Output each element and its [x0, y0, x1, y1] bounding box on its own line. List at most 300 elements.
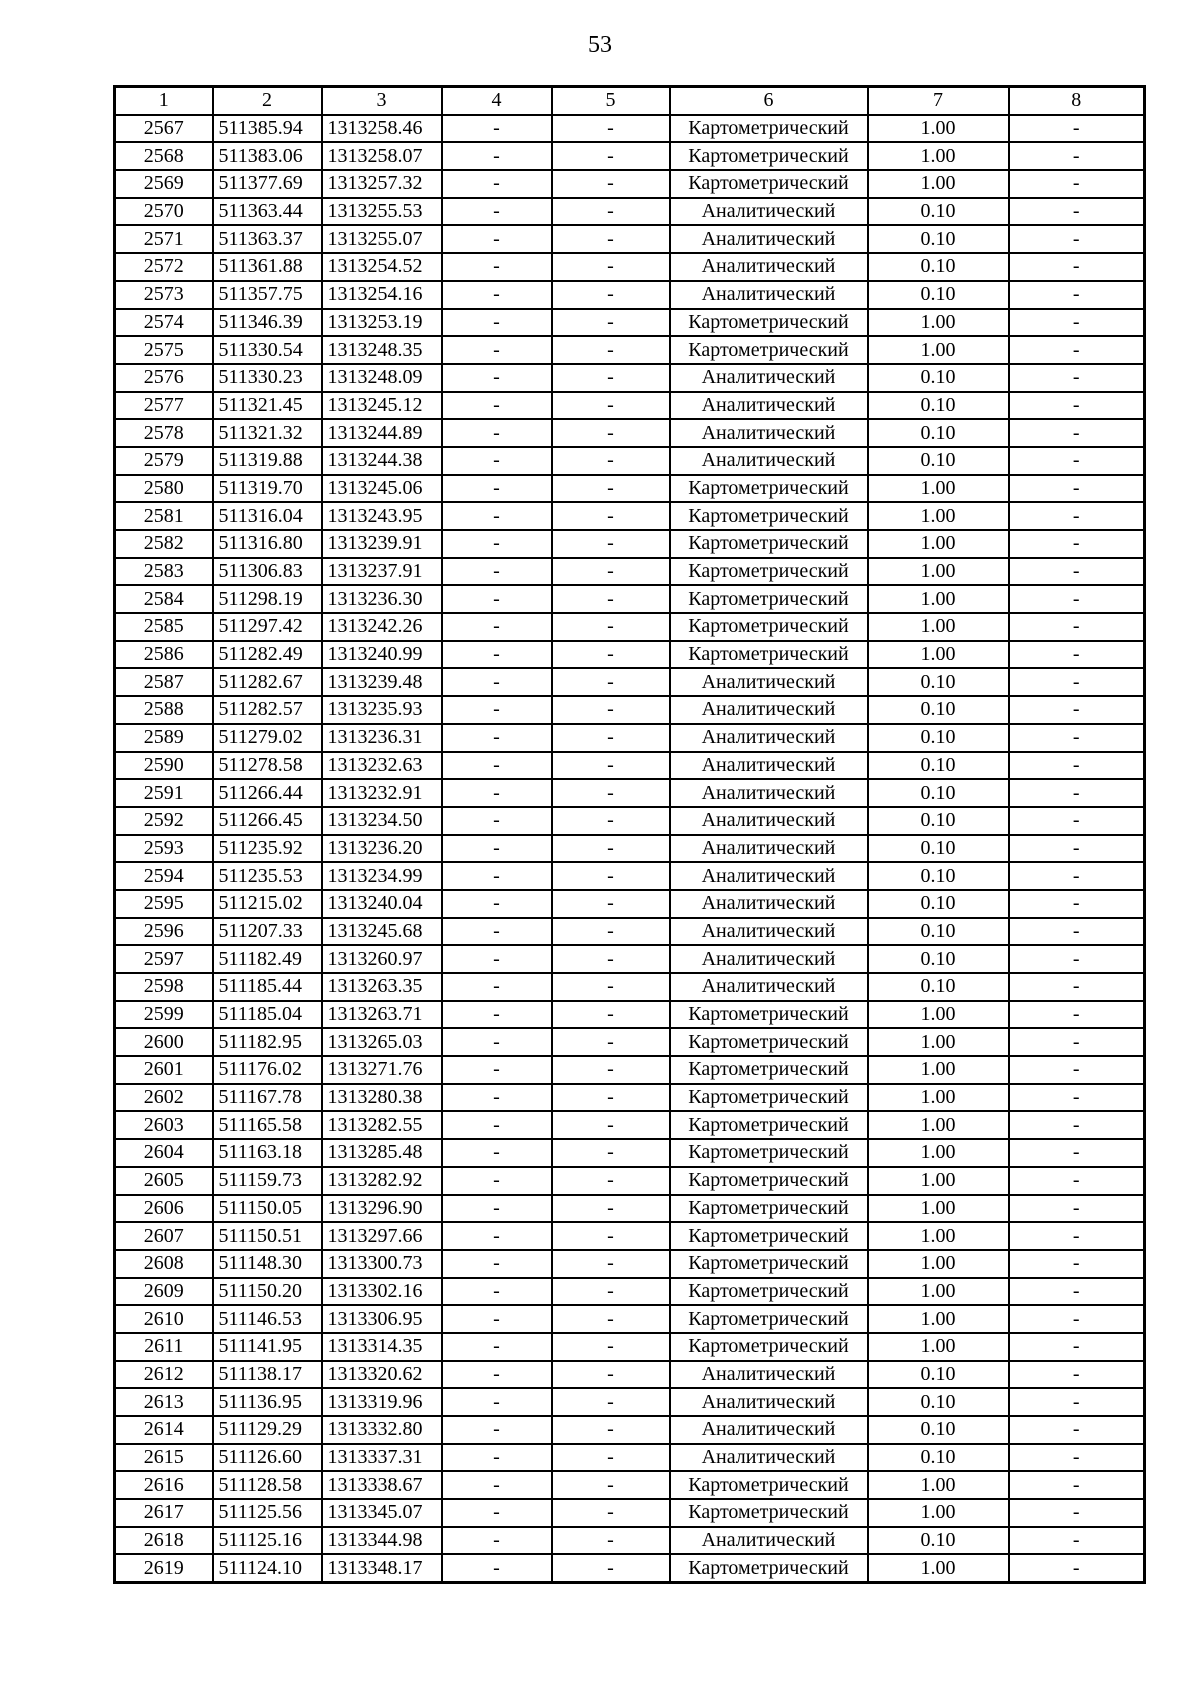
x-coordinate-cell: 511297.42 — [213, 613, 322, 641]
point-number-cell: 2577 — [115, 392, 213, 420]
column-5-cell: - — [552, 835, 670, 863]
x-coordinate-cell: 511330.54 — [213, 336, 322, 364]
x-coordinate-cell: 511141.95 — [213, 1333, 322, 1361]
point-number-cell: 2615 — [115, 1444, 213, 1472]
x-coordinate-cell: 511363.44 — [213, 198, 322, 226]
table-row — [115, 890, 1145, 918]
method-cell: Картометрический — [670, 1139, 868, 1167]
y-coordinate-cell: 1313263.71 — [322, 1001, 442, 1029]
y-coordinate-cell: 1313297.66 — [322, 1222, 442, 1250]
method-cell: Аналитический — [670, 1416, 868, 1444]
table-row — [115, 392, 1145, 420]
column-4-cell: - — [442, 1250, 552, 1278]
column-4-cell: - — [442, 724, 552, 752]
table-row — [115, 115, 1145, 143]
accuracy-cell: 1.00 — [868, 1001, 1009, 1029]
column-8-cell: - — [1009, 1001, 1145, 1029]
y-coordinate-cell: 1313236.31 — [322, 724, 442, 752]
column-5-cell: - — [552, 502, 670, 530]
y-coordinate-cell: 1313245.12 — [322, 392, 442, 420]
accuracy-cell: 0.10 — [868, 918, 1009, 946]
point-number-cell: 2581 — [115, 502, 213, 530]
column-4-cell: - — [442, 281, 552, 309]
column-5-cell: - — [552, 1527, 670, 1555]
y-coordinate-cell: 1313255.53 — [322, 198, 442, 226]
method-cell: Аналитический — [670, 1388, 868, 1416]
method-cell: Картометрический — [670, 115, 868, 143]
x-coordinate-cell: 511316.80 — [213, 530, 322, 558]
column-4-cell: - — [442, 890, 552, 918]
point-number-cell: 2589 — [115, 724, 213, 752]
method-cell: Картометрический — [670, 309, 868, 337]
column-8-cell: - — [1009, 1388, 1145, 1416]
y-coordinate-cell: 1313296.90 — [322, 1195, 442, 1223]
method-cell: Картометрический — [670, 1028, 868, 1056]
accuracy-cell: 0.10 — [868, 696, 1009, 724]
column-8-cell: - — [1009, 1416, 1145, 1444]
x-coordinate-cell: 511321.32 — [213, 419, 322, 447]
column-8-cell: - — [1009, 225, 1145, 253]
table-row — [115, 309, 1145, 337]
column-4-cell: - — [442, 1333, 552, 1361]
y-coordinate-cell: 1313348.17 — [322, 1554, 442, 1582]
point-number-cell: 2609 — [115, 1278, 213, 1306]
method-cell: Картометрический — [670, 1167, 868, 1195]
table-row — [115, 1111, 1145, 1139]
point-number-cell: 2578 — [115, 419, 213, 447]
accuracy-cell: 1.00 — [868, 530, 1009, 558]
point-number-cell: 2579 — [115, 447, 213, 475]
table-row — [115, 1388, 1145, 1416]
table-row — [115, 696, 1145, 724]
point-number-cell: 2601 — [115, 1056, 213, 1084]
column-8-cell: - — [1009, 1222, 1145, 1250]
table-row — [115, 835, 1145, 863]
accuracy-cell: 0.10 — [868, 253, 1009, 281]
point-number-cell: 2583 — [115, 558, 213, 586]
point-number-cell: 2580 — [115, 475, 213, 503]
method-cell: Аналитический — [670, 281, 868, 309]
column-4-cell: - — [442, 1499, 552, 1527]
method-cell: Картометрический — [670, 558, 868, 586]
table-row — [115, 1333, 1145, 1361]
accuracy-cell: 1.00 — [868, 1222, 1009, 1250]
point-number-cell: 2597 — [115, 945, 213, 973]
column-8-cell: - — [1009, 1028, 1145, 1056]
method-cell: Картометрический — [670, 1111, 868, 1139]
column-8-cell: - — [1009, 752, 1145, 780]
column-4-cell: - — [442, 862, 552, 890]
column-4-cell: - — [442, 696, 552, 724]
column-4-cell: - — [442, 142, 552, 170]
column-5-cell: - — [552, 668, 670, 696]
accuracy-cell: 1.00 — [868, 309, 1009, 337]
column-5-cell: - — [552, 364, 670, 392]
x-coordinate-cell: 511165.58 — [213, 1111, 322, 1139]
column-4-cell: - — [442, 115, 552, 143]
column-5-cell: - — [552, 1305, 670, 1333]
accuracy-cell: 0.10 — [868, 1527, 1009, 1555]
column-8-cell: - — [1009, 1499, 1145, 1527]
table-row — [115, 336, 1145, 364]
y-coordinate-cell: 1313257.32 — [322, 170, 442, 198]
column-8-cell: - — [1009, 198, 1145, 226]
method-cell: Картометрический — [670, 1554, 868, 1582]
method-cell: Аналитический — [670, 835, 868, 863]
column-8-cell: - — [1009, 1527, 1145, 1555]
point-number-cell: 2584 — [115, 585, 213, 613]
column-5-cell: - — [552, 945, 670, 973]
y-coordinate-cell: 1313260.97 — [322, 945, 442, 973]
column-8-cell: - — [1009, 392, 1145, 420]
column-5-cell: - — [552, 807, 670, 835]
column-4-cell: - — [442, 1111, 552, 1139]
x-coordinate-cell: 511163.18 — [213, 1139, 322, 1167]
table-row — [115, 779, 1145, 807]
method-cell: Картометрический — [670, 1084, 868, 1112]
column-8-cell: - — [1009, 502, 1145, 530]
accuracy-cell: 0.10 — [868, 668, 1009, 696]
table-row — [115, 1084, 1145, 1112]
column-8-cell: - — [1009, 641, 1145, 669]
method-cell: Аналитический — [670, 918, 868, 946]
y-coordinate-cell: 1313232.63 — [322, 752, 442, 780]
column-4-cell: - — [442, 170, 552, 198]
accuracy-cell: 0.10 — [868, 1361, 1009, 1389]
column-5-cell: - — [552, 973, 670, 1001]
column-4-cell: - — [442, 1056, 552, 1084]
x-coordinate-cell: 511150.05 — [213, 1195, 322, 1223]
column-8-cell: - — [1009, 1111, 1145, 1139]
table-row — [115, 752, 1145, 780]
accuracy-cell: 0.10 — [868, 779, 1009, 807]
x-coordinate-cell: 511128.58 — [213, 1471, 322, 1499]
column-5-cell: - — [552, 1388, 670, 1416]
accuracy-cell: 1.00 — [868, 1333, 1009, 1361]
y-coordinate-cell: 1313302.16 — [322, 1278, 442, 1306]
method-cell: Аналитический — [670, 779, 868, 807]
x-coordinate-cell: 511346.39 — [213, 309, 322, 337]
point-number-cell: 2590 — [115, 752, 213, 780]
column-4-cell: - — [442, 752, 552, 780]
method-cell: Картометрический — [670, 585, 868, 613]
column-5-cell: - — [552, 890, 670, 918]
point-number-cell: 2575 — [115, 336, 213, 364]
y-coordinate-cell: 1313319.96 — [322, 1388, 442, 1416]
column-8-cell: - — [1009, 1250, 1145, 1278]
accuracy-cell: 1.00 — [868, 115, 1009, 143]
x-coordinate-cell: 511266.45 — [213, 807, 322, 835]
x-coordinate-cell: 511146.53 — [213, 1305, 322, 1333]
point-number-cell: 2588 — [115, 696, 213, 724]
column-8-cell: - — [1009, 1305, 1145, 1333]
column-8-cell: - — [1009, 1333, 1145, 1361]
table-row — [115, 447, 1145, 475]
column-5-cell: - — [552, 225, 670, 253]
column-4-cell: - — [442, 1444, 552, 1472]
accuracy-cell: 0.10 — [868, 1388, 1009, 1416]
column-5-cell: - — [552, 779, 670, 807]
table-row — [115, 1222, 1145, 1250]
point-number-cell: 2576 — [115, 364, 213, 392]
column-4-cell: - — [442, 1305, 552, 1333]
column-5-cell: - — [552, 115, 670, 143]
accuracy-cell: 0.10 — [868, 724, 1009, 752]
table-row — [115, 364, 1145, 392]
column-header: 4 — [442, 87, 552, 115]
column-8-cell: - — [1009, 613, 1145, 641]
method-cell: Картометрический — [670, 475, 868, 503]
point-number-cell: 2591 — [115, 779, 213, 807]
column-8-cell: - — [1009, 945, 1145, 973]
accuracy-cell: 1.00 — [868, 1084, 1009, 1112]
point-number-cell: 2612 — [115, 1361, 213, 1389]
x-coordinate-cell: 511235.92 — [213, 835, 322, 863]
table-row — [115, 558, 1145, 586]
x-coordinate-cell: 511138.17 — [213, 1361, 322, 1389]
column-8-cell: - — [1009, 779, 1145, 807]
y-coordinate-cell: 1313242.26 — [322, 613, 442, 641]
column-4-cell: - — [442, 779, 552, 807]
x-coordinate-cell: 511235.53 — [213, 862, 322, 890]
point-number-cell: 2618 — [115, 1527, 213, 1555]
x-coordinate-cell: 511363.37 — [213, 225, 322, 253]
accuracy-cell: 1.00 — [868, 1499, 1009, 1527]
method-cell: Картометрический — [670, 613, 868, 641]
x-coordinate-cell: 511207.33 — [213, 918, 322, 946]
column-5-cell: - — [552, 585, 670, 613]
accuracy-cell: 1.00 — [868, 170, 1009, 198]
y-coordinate-cell: 1313285.48 — [322, 1139, 442, 1167]
column-5-cell: - — [552, 1028, 670, 1056]
point-number-cell: 2605 — [115, 1167, 213, 1195]
column-5-cell: - — [552, 1416, 670, 1444]
x-coordinate-cell: 511319.88 — [213, 447, 322, 475]
accuracy-cell: 0.10 — [868, 752, 1009, 780]
column-5-cell: - — [552, 281, 670, 309]
column-4-cell: - — [442, 807, 552, 835]
method-cell: Картометрический — [670, 1278, 868, 1306]
point-number-cell: 2567 — [115, 115, 213, 143]
y-coordinate-cell: 1313244.89 — [322, 419, 442, 447]
column-4-cell: - — [442, 502, 552, 530]
y-coordinate-cell: 1313337.31 — [322, 1444, 442, 1472]
table-row — [115, 724, 1145, 752]
method-cell: Аналитический — [670, 253, 868, 281]
accuracy-cell: 0.10 — [868, 198, 1009, 226]
x-coordinate-cell: 511150.51 — [213, 1222, 322, 1250]
column-4-cell: - — [442, 1471, 552, 1499]
column-4-cell: - — [442, 364, 552, 392]
y-coordinate-cell: 1313255.07 — [322, 225, 442, 253]
table-row — [115, 419, 1145, 447]
x-coordinate-cell: 511279.02 — [213, 724, 322, 752]
point-number-cell: 2617 — [115, 1499, 213, 1527]
x-coordinate-cell: 511185.04 — [213, 1001, 322, 1029]
x-coordinate-cell: 511126.60 — [213, 1444, 322, 1472]
column-8-cell: - — [1009, 1195, 1145, 1223]
y-coordinate-cell: 1313258.07 — [322, 142, 442, 170]
table-row — [115, 1361, 1145, 1389]
y-coordinate-cell: 1313282.92 — [322, 1167, 442, 1195]
method-cell: Картометрический — [670, 641, 868, 669]
column-4-cell: - — [442, 1554, 552, 1582]
table-row — [115, 1471, 1145, 1499]
method-cell: Картометрический — [670, 336, 868, 364]
method-cell: Картометрический — [670, 1499, 868, 1527]
y-coordinate-cell: 1313338.67 — [322, 1471, 442, 1499]
accuracy-cell: 1.00 — [868, 502, 1009, 530]
point-number-cell: 2598 — [115, 973, 213, 1001]
column-5-cell: - — [552, 1499, 670, 1527]
y-coordinate-cell: 1313235.93 — [322, 696, 442, 724]
accuracy-cell: 0.10 — [868, 835, 1009, 863]
column-4-cell: - — [442, 225, 552, 253]
table-row — [115, 1305, 1145, 1333]
column-5-cell: - — [552, 918, 670, 946]
x-coordinate-cell: 511282.49 — [213, 641, 322, 669]
column-4-cell: - — [442, 668, 552, 696]
column-8-cell: - — [1009, 1361, 1145, 1389]
x-coordinate-cell: 511150.20 — [213, 1278, 322, 1306]
column-4-cell: - — [442, 253, 552, 281]
accuracy-cell: 1.00 — [868, 1305, 1009, 1333]
y-coordinate-cell: 1313306.95 — [322, 1305, 442, 1333]
accuracy-cell: 1.00 — [868, 1056, 1009, 1084]
table-row — [115, 585, 1145, 613]
column-4-cell: - — [442, 336, 552, 364]
table-row — [115, 1499, 1145, 1527]
column-5-cell: - — [552, 558, 670, 586]
method-cell: Аналитический — [670, 1444, 868, 1472]
accuracy-cell: 0.10 — [868, 862, 1009, 890]
column-4-cell: - — [442, 918, 552, 946]
coordinates-table — [113, 85, 1146, 1584]
x-coordinate-cell: 511383.06 — [213, 142, 322, 170]
table-row — [115, 253, 1145, 281]
column-4-cell: - — [442, 447, 552, 475]
point-number-cell: 2569 — [115, 170, 213, 198]
x-coordinate-cell: 511361.88 — [213, 253, 322, 281]
accuracy-cell: 0.10 — [868, 890, 1009, 918]
method-cell: Картометрический — [670, 502, 868, 530]
accuracy-cell: 0.10 — [868, 419, 1009, 447]
y-coordinate-cell: 1313240.04 — [322, 890, 442, 918]
point-number-cell: 2603 — [115, 1111, 213, 1139]
table-row — [115, 1278, 1145, 1306]
column-5-cell: - — [552, 170, 670, 198]
table-row — [115, 973, 1145, 1001]
x-coordinate-cell: 511182.95 — [213, 1028, 322, 1056]
x-coordinate-cell: 511321.45 — [213, 392, 322, 420]
column-8-cell: - — [1009, 1084, 1145, 1112]
x-coordinate-cell: 511125.56 — [213, 1499, 322, 1527]
method-cell: Аналитический — [670, 1361, 868, 1389]
method-cell: Картометрический — [670, 142, 868, 170]
method-cell: Картометрический — [670, 1195, 868, 1223]
column-5-cell: - — [552, 1333, 670, 1361]
column-5-cell: - — [552, 1222, 670, 1250]
column-8-cell: - — [1009, 1444, 1145, 1472]
method-cell: Картометрический — [670, 1222, 868, 1250]
column-8-cell: - — [1009, 973, 1145, 1001]
table-row — [115, 945, 1145, 973]
column-4-cell: - — [442, 1139, 552, 1167]
method-cell: Картометрический — [670, 1333, 868, 1361]
table-row — [115, 1056, 1145, 1084]
point-number-cell: 2595 — [115, 890, 213, 918]
method-cell: Аналитический — [670, 419, 868, 447]
method-cell: Аналитический — [670, 890, 868, 918]
column-4-cell: - — [442, 1278, 552, 1306]
y-coordinate-cell: 1313239.91 — [322, 530, 442, 558]
column-5-cell: - — [552, 1139, 670, 1167]
y-coordinate-cell: 1313345.07 — [322, 1499, 442, 1527]
y-coordinate-cell: 1313245.06 — [322, 475, 442, 503]
column-8-cell: - — [1009, 558, 1145, 586]
table-row — [115, 475, 1145, 503]
column-5-cell: - — [552, 1084, 670, 1112]
point-number-cell: 2608 — [115, 1250, 213, 1278]
y-coordinate-cell: 1313244.38 — [322, 447, 442, 475]
x-coordinate-cell: 511298.19 — [213, 585, 322, 613]
point-number-cell: 2592 — [115, 807, 213, 835]
point-number-cell: 2585 — [115, 613, 213, 641]
point-number-cell: 2616 — [115, 1471, 213, 1499]
column-5-cell: - — [552, 530, 670, 558]
method-cell: Аналитический — [670, 724, 868, 752]
column-4-cell: - — [442, 1222, 552, 1250]
method-cell: Аналитический — [670, 752, 868, 780]
column-8-cell: - — [1009, 447, 1145, 475]
point-number-cell: 2606 — [115, 1195, 213, 1223]
x-coordinate-cell: 511282.67 — [213, 668, 322, 696]
column-header: 5 — [552, 87, 670, 115]
column-4-cell: - — [442, 392, 552, 420]
column-5-cell: - — [552, 475, 670, 503]
accuracy-cell: 1.00 — [868, 1250, 1009, 1278]
point-number-cell: 2604 — [115, 1139, 213, 1167]
method-cell: Аналитический — [670, 696, 868, 724]
table-row — [115, 807, 1145, 835]
x-coordinate-cell: 511159.73 — [213, 1167, 322, 1195]
column-8-cell: - — [1009, 281, 1145, 309]
y-coordinate-cell: 1313254.16 — [322, 281, 442, 309]
column-8-cell: - — [1009, 336, 1145, 364]
column-4-cell: - — [442, 1028, 552, 1056]
point-number-cell: 2599 — [115, 1001, 213, 1029]
point-number-cell: 2582 — [115, 530, 213, 558]
column-5-cell: - — [552, 198, 670, 226]
y-coordinate-cell: 1313271.76 — [322, 1056, 442, 1084]
column-4-cell: - — [442, 530, 552, 558]
y-coordinate-cell: 1313300.73 — [322, 1250, 442, 1278]
y-coordinate-cell: 1313232.91 — [322, 779, 442, 807]
point-number-cell: 2572 — [115, 253, 213, 281]
column-8-cell: - — [1009, 696, 1145, 724]
column-8-cell: - — [1009, 668, 1145, 696]
y-coordinate-cell: 1313243.95 — [322, 502, 442, 530]
accuracy-cell: 1.00 — [868, 336, 1009, 364]
method-cell: Аналитический — [670, 862, 868, 890]
column-5-cell: - — [552, 142, 670, 170]
column-8-cell: - — [1009, 1471, 1145, 1499]
accuracy-cell: 1.00 — [868, 1471, 1009, 1499]
table-row — [115, 502, 1145, 530]
point-number-cell: 2614 — [115, 1416, 213, 1444]
accuracy-cell: 1.00 — [868, 1278, 1009, 1306]
table-row — [115, 1554, 1145, 1582]
